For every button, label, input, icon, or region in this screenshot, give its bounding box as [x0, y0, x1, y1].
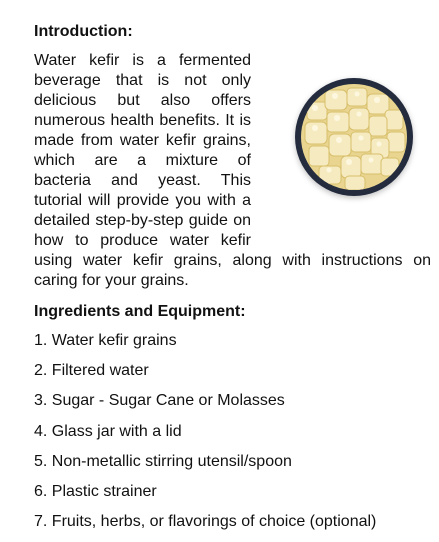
list-item: 7. Fruits, herbs, or flavorings of choice (optional) — [34, 513, 377, 531]
introduction-section — [34, 51, 431, 291]
ingredients-list — [34, 331, 376, 542]
list-item: 5. Non-metallic stirring utensil/spoon — [34, 452, 292, 470]
list-item: 2. Filtered water — [34, 362, 149, 380]
list-item: 4. Glass jar with a lid — [34, 422, 182, 440]
list-item: 3. Sugar - Sugar Cane or Molasses — [34, 392, 285, 410]
list-item: 6. Plastic strainer — [34, 482, 157, 500]
kefir-grains-image — [281, 51, 431, 247]
ingredients-heading: Ingredients and Equipment: — [34, 303, 246, 320]
introduction-heading: Introduction: — [34, 23, 133, 40]
introduction-text: Water kefir is a fermented beverage that is not only delicious but also offers numerous health benefits. It is made from water kefir grains, which are a mixture of bacteria and yeast. This tutorial will provide you with a detailed step-by-step guide on how to produce water kefir using water kefir grains, along with instructions on caring for your grains. — [34, 52, 431, 289]
list-item: 1. Water kefir grains — [34, 332, 177, 349]
kefir-grains-icon — [301, 84, 407, 190]
